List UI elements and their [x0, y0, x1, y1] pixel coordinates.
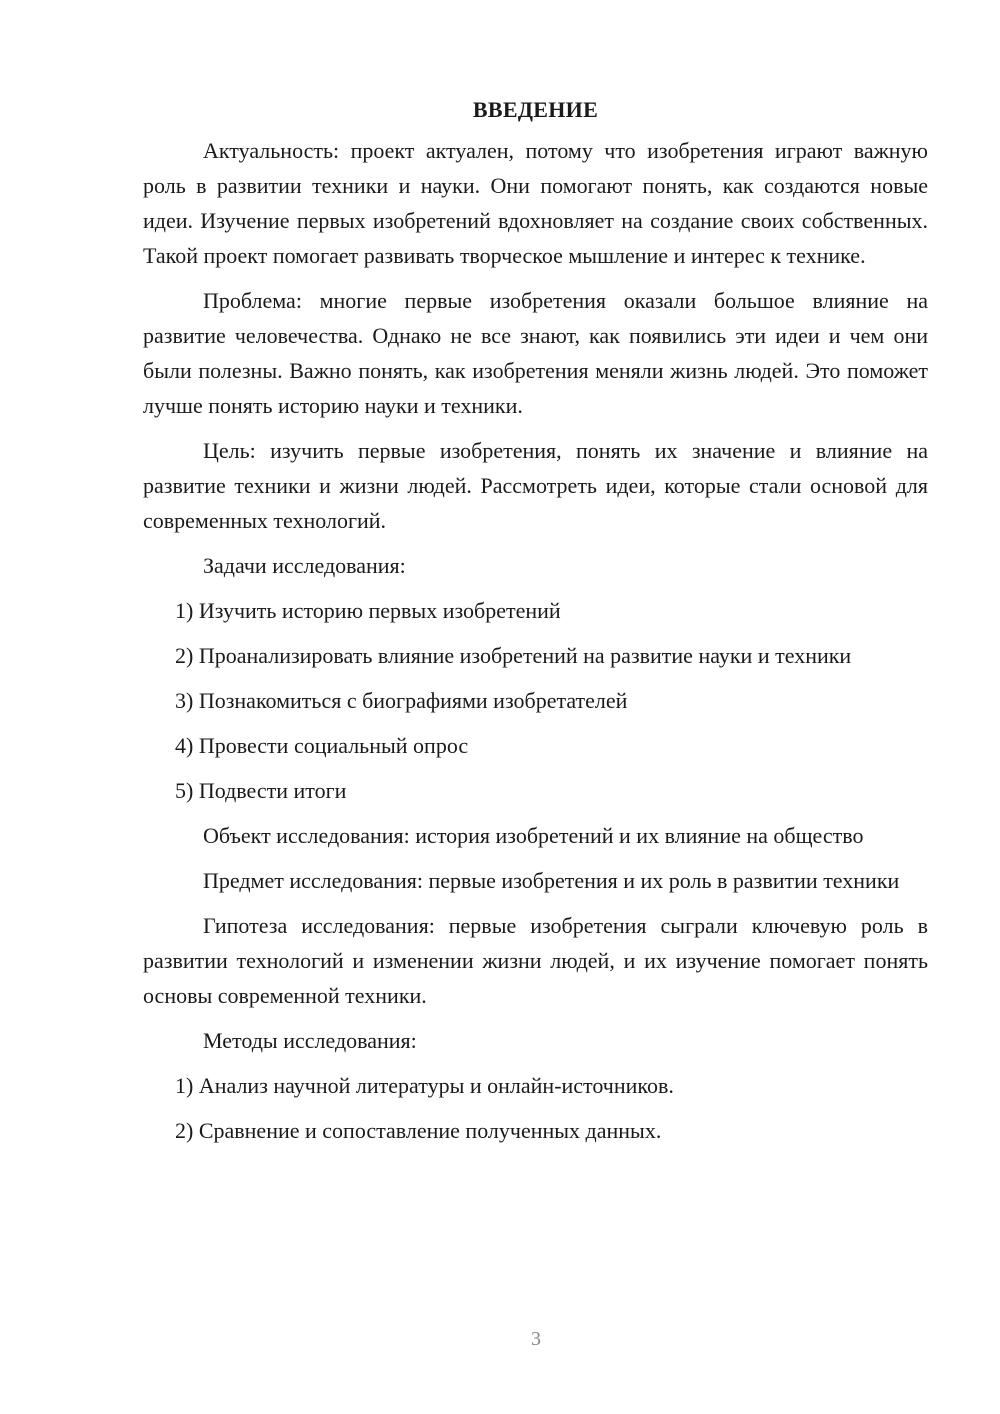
task-item-4: 4) Провести социальный опрос: [175, 733, 469, 758]
section-heading: ВВЕДЕНИЕ: [472, 97, 599, 122]
object-paragraph: Объект исследования: история изобретений и их влияние на общество: [203, 823, 864, 848]
task-item-2: 2) Проанализировать влияние изобретений на развитие науки и техники: [175, 643, 852, 668]
task-item-1: 1) Изучить историю первых изобретений: [175, 598, 561, 623]
document-page: [143, 92, 928, 1158]
methods-label: Методы исследования:: [203, 1028, 417, 1053]
relevance-paragraph: Актуальность: проект актуален, потому что изобретения играют важную роль в развитии техники и науки. Они помогают понять, как создаются новые идеи. Изучение первых изобретений вдохновляет на создание своих собственных. Такой проект помогает развивать творческое мышление и интерес к технике.: [143, 138, 928, 268]
subject-paragraph: Предмет исследования: первые изобретения и их роль в развитии техники: [203, 868, 900, 893]
method-item-1: 1) Анализ научной литературы и онлайн-источников.: [175, 1073, 674, 1098]
problem-paragraph: Проблема: многие первые изобретения оказали большое влияние на развитие человечества. Однако не все знают, как появились эти идеи и чем они были полезны. Важно понять, как изобретения меняли жизнь людей. Это поможет лучше понять историю науки и техники.: [143, 288, 928, 418]
tasks-label: Задачи исследования:: [203, 553, 406, 578]
method-item-2: 2) Сравнение и сопоставление полученных данных.: [175, 1118, 662, 1143]
task-item-5: 5) Подвести итоги: [175, 778, 347, 803]
page-number: 3: [531, 1328, 541, 1350]
task-item-3: 3) Познакомиться с биографиями изобретателей: [175, 688, 628, 713]
goal-paragraph: Цель: изучить первые изобретения, понять их значение и влияние на развитие техники и жизни людей. Рассмотреть идеи, которые стали основой для современных технологий.: [143, 438, 928, 533]
hypothesis-paragraph: Гипотеза исследования: первые изобретения сыграли ключевую роль в развитии технологий и изменении жизни людей, и их изучение помогает понять основы современной техники.: [143, 913, 928, 1008]
